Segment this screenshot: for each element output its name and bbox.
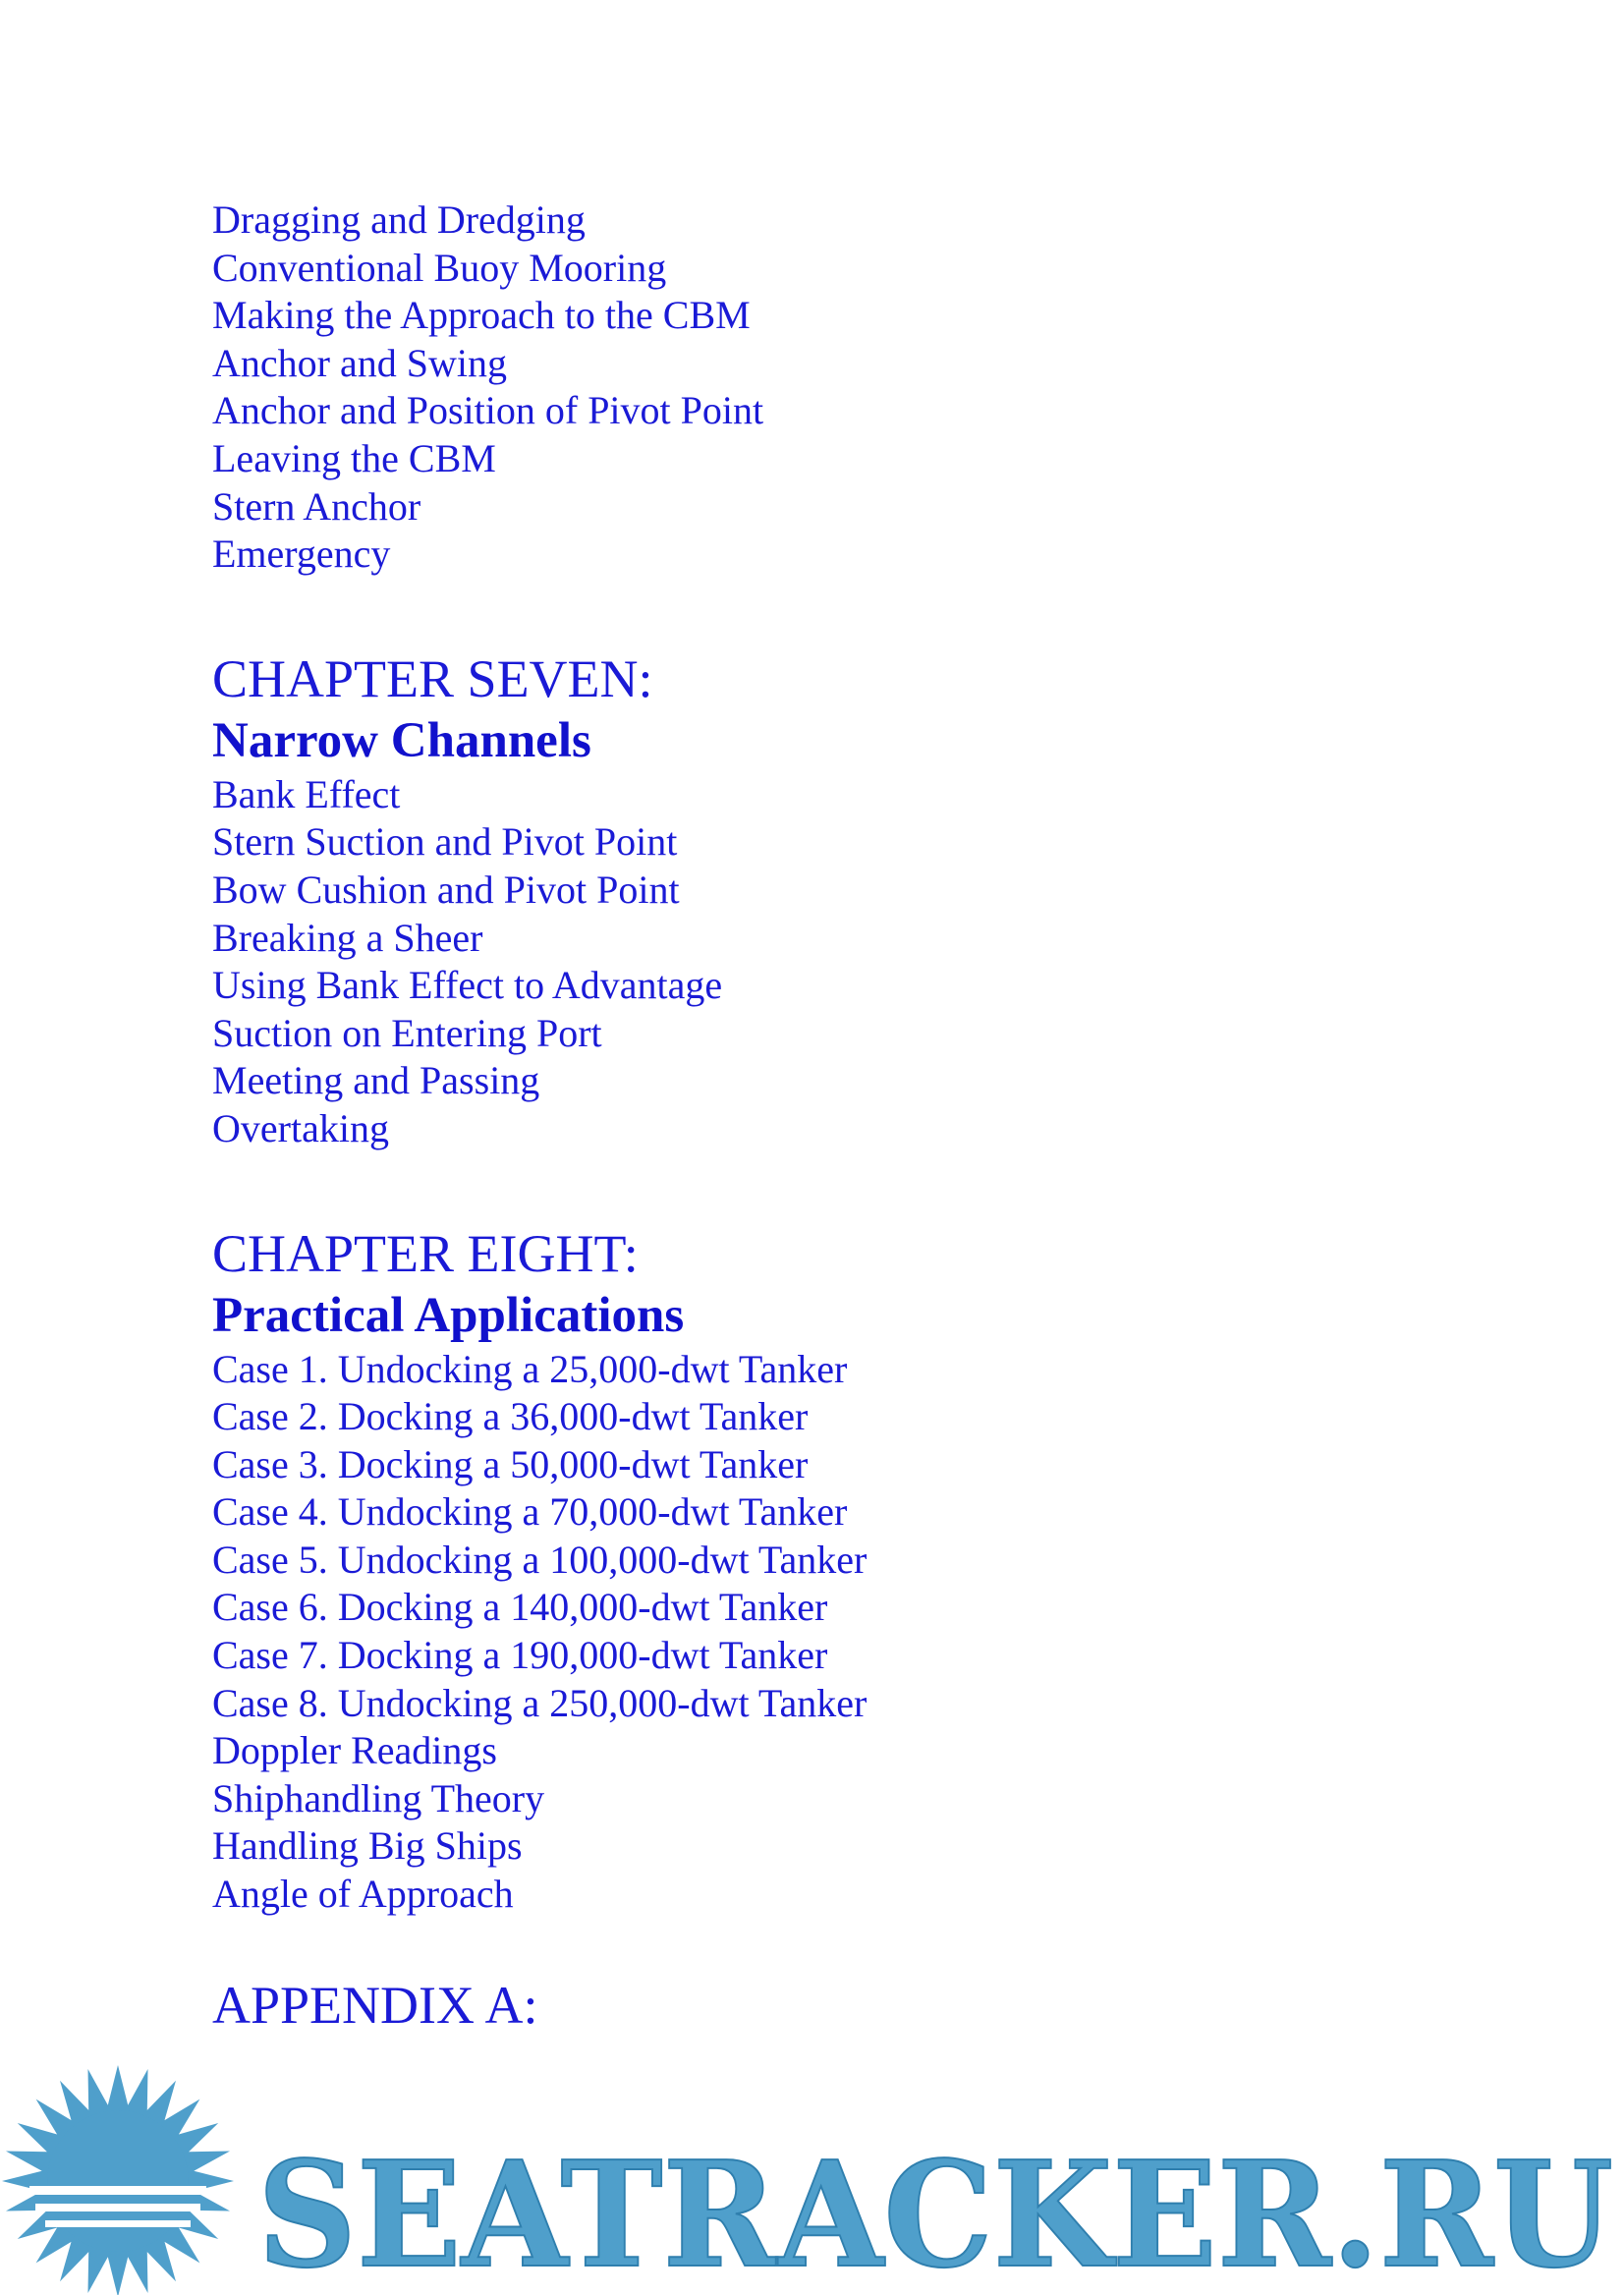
toc-entry: Bank Effect <box>212 771 401 816</box>
toc-entry: Case 4. Undocking a 70,000-dwt Tanker <box>212 1489 848 1535</box>
chapter-seven-section <box>212 647 1489 1153</box>
toc-entry: Meeting and Passing <box>212 1058 540 1103</box>
toc-entry: Breaking a Sheer <box>212 915 483 960</box>
appendix-a-section <box>212 1974 1489 2037</box>
section-spacer <box>212 1919 1489 1974</box>
toc-entry: Bow Cushion and Pivot Point <box>212 867 680 912</box>
toc-entry: Doppler Readings <box>212 1728 497 1773</box>
chapter-seven-label: CHAPTER SEVEN: <box>212 648 653 708</box>
toc-entry: Making the Approach to the CBM <box>212 293 751 338</box>
toc-entry: Case 5. Undocking a 100,000-dwt Tanker <box>212 1537 868 1582</box>
toc-entry: Shiphandling Theory <box>212 1775 545 1820</box>
watermark <box>0 2063 1624 2295</box>
toc-entry: Stern Anchor <box>212 483 421 529</box>
toc-entry: Suction on Entering Port <box>212 1010 602 1055</box>
toc-entry: Case 7. Docking a 190,000-dwt Tanker <box>212 1633 828 1678</box>
section-spacer <box>212 579 1489 647</box>
toc-entry: Anchor and Swing <box>212 340 507 385</box>
toc-entry: Case 1. Undocking a 25,000-dwt Tanker <box>212 1346 848 1391</box>
table-of-contents <box>212 196 1489 2037</box>
toc-entry: Dragging and Dredging <box>212 197 586 242</box>
toc-entry: Handling Big Ships <box>212 1823 523 1869</box>
toc-entry: Using Bank Effect to Advantage <box>212 963 723 1008</box>
chapter-eight-label: CHAPTER EIGHT: <box>212 1223 639 1283</box>
lead-entry-list <box>212 196 1489 579</box>
chapter-seven-title: Narrow Channels <box>212 712 591 768</box>
toc-entry: Case 3. Docking a 50,000-dwt Tanker <box>212 1441 809 1486</box>
appendix-a-label: APPENDIX A: <box>212 1975 538 2035</box>
chapter-eight-section <box>212 1222 1489 1919</box>
toc-entry: Angle of Approach <box>212 1872 514 1917</box>
toc-entry: Anchor and Position of Pivot Point <box>212 388 764 433</box>
toc-entry: Overtaking <box>212 1105 389 1150</box>
toc-entry: Case 2. Docking a 36,000-dwt Tanker <box>212 1394 809 1439</box>
toc-entry: Leaving the CBM <box>212 435 496 480</box>
toc-entry: Case 8. Undocking a 250,000-dwt Tanker <box>212 1680 868 1725</box>
toc-entry: Emergency <box>212 532 391 577</box>
chapter-eight-title: Practical Applications <box>212 1287 685 1343</box>
section-spacer <box>212 1153 1489 1222</box>
toc-entry: Stern Suction and Pivot Point <box>212 819 678 865</box>
toc-entry: Conventional Buoy Mooring <box>212 245 667 290</box>
sun-rising-over-sea-icon <box>2 2065 234 2295</box>
toc-entry: Case 6. Docking a 140,000-dwt Tanker <box>212 1585 828 1630</box>
watermark-text: SEATRACKER.RU <box>257 2129 1613 2295</box>
